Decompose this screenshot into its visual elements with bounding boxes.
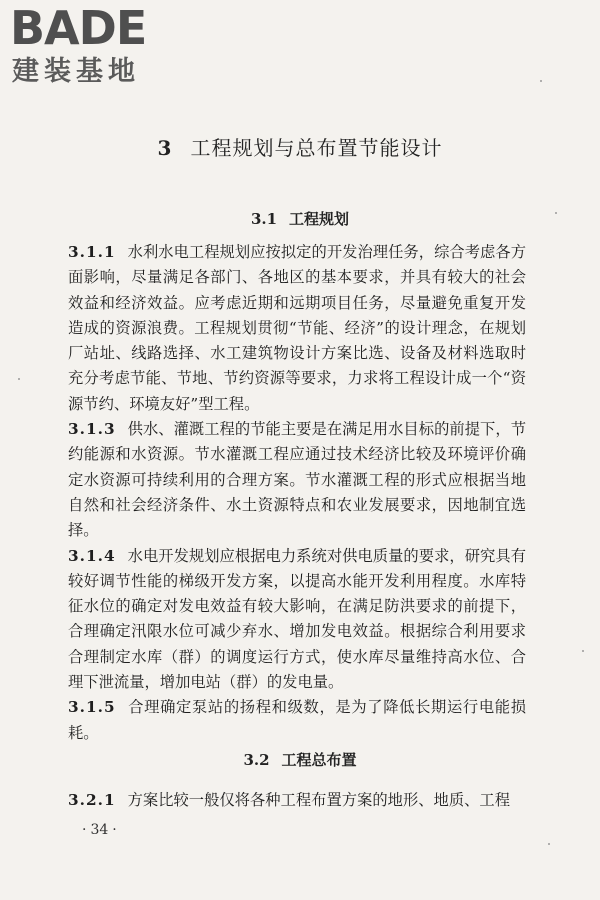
section-number: 3.1 <box>250 210 278 228</box>
clause-text: 方案比较一般仅将各种工程布置方案的地形、地质、工程 <box>127 791 511 809</box>
scan-speck <box>18 378 20 380</box>
chapter-number: 3 <box>157 136 173 160</box>
clause-number: 3.1.1 <box>68 243 116 261</box>
clause-text: 水利水电工程规划应按拟定的开发治理任务，综合考虑各方面影响，尽量满足各部门、各地区的基本要求，并具有较大的社会效益和经济效益。应考虑近期和远期项目任务，尽量避免重复开发造成的资源浪费。工程规划贯彻“节能、经济”的设计理念，在规划厂站址、线路选择、水工建筑物设计方案比选、设备及材料选取时充分考虑节能、节地、节约资源等要求，力求将工程设计成一个“资源节约、环境友好”型工程。 <box>68 243 526 413</box>
clause-paragraph <box>68 240 526 417</box>
clause-number: 3.1.4 <box>68 546 116 565</box>
scan-speck <box>548 843 550 845</box>
scan-speck <box>555 212 557 214</box>
section-title-text: 工程规划 <box>289 210 350 228</box>
watermark-brand: BADE <box>10 1 147 55</box>
scan-speck <box>582 650 584 652</box>
clause-text: 水电开发规划应根据电力系统对供电质量的要求，研究具有较好调节性能的梯级开发方案，以提高水能开发利用程度。水库特征水位的确定对发电效益有较大影响，在满足防洪要求的前提下，合理确定汛限水位可减少弃水、增加发电效益。根据综合利用要求合理制定水库（群）的调度运行方式，使水库尽量维持高水位、合理下泄流量，增加电站（群）的发电量。 <box>68 546 526 692</box>
chapter-title-text: 工程规划与总布置节能设计 <box>190 136 443 160</box>
clause-paragraph <box>68 788 526 813</box>
clause-number: 3.1.5 <box>68 698 116 717</box>
clause-text: 合理确定泵站的扬程和级数，是为了降低长期运行电能损耗。 <box>68 698 526 742</box>
page-number: · 34 · <box>82 822 117 838</box>
clause-paragraph <box>68 695 526 746</box>
clause-paragraph <box>68 544 526 696</box>
scan-speck <box>540 80 542 82</box>
section-body <box>68 240 526 746</box>
chapter-title <box>0 132 600 161</box>
page-number-value: 34 <box>90 822 109 838</box>
section-number: 3.2 <box>243 751 270 769</box>
clause-paragraph <box>68 417 526 543</box>
section-title-text: 工程总布置 <box>281 751 357 769</box>
section-heading <box>0 749 600 770</box>
section-body <box>68 788 526 813</box>
section-heading <box>0 208 600 229</box>
watermark-subtitle: 建装基地 <box>12 56 140 87</box>
watermark-logo <box>10 2 175 92</box>
clause-text: 供水、灌溉工程的节能主要是在满足用水目标的前提下，节约能源和水资源。节水灌溉工程应通过技术经济比较及环境评价确定水资源可持续利用的合理方案。节水灌溉工程的形式应根据当地自然和社会经济条件、水土资源特点和农业发展要求，因地制宜选择。 <box>68 420 526 540</box>
clause-number: 3.1.3 <box>68 420 116 439</box>
clause-number: 3.2.1 <box>68 791 116 809</box>
